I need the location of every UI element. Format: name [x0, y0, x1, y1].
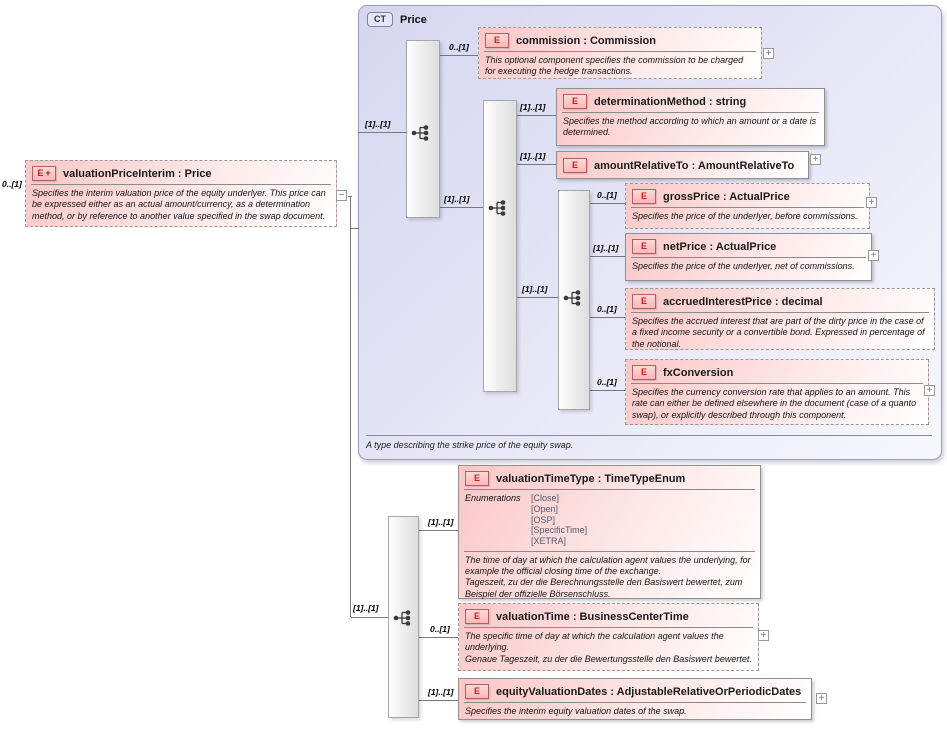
element-header — [459, 679, 811, 702]
element-description: Specifies the interim equity valuation dates of the swap. — [465, 706, 687, 716]
cardinality-label: [1]..[1] — [428, 517, 454, 527]
collapse-icon[interactable]: − — [336, 190, 347, 201]
connector-line — [588, 390, 625, 391]
element-title: valuationTime : BusinessCenterTime — [496, 610, 689, 623]
connector-line — [350, 196, 351, 617]
element-title: equityValuationDates : AdjustableRelativeOrPeriodicDates — [496, 685, 802, 698]
connector-line — [515, 115, 556, 116]
cardinality-label: [1]..[1] — [365, 119, 391, 129]
enum-value: [Open] — [531, 503, 559, 514]
enumerations-section — [459, 490, 760, 551]
element-badge: E — [563, 94, 587, 109]
element-description — [459, 628, 758, 669]
sequence-icon — [392, 609, 416, 627]
sequence-indicator[interactable] — [483, 100, 517, 392]
enum-value: [XETRA] — [531, 536, 567, 547]
connector-line — [417, 700, 458, 701]
element-box-amountRelativeTo[interactable] — [556, 151, 809, 179]
cardinality-label: [1]..[1] — [428, 687, 454, 697]
element-header — [26, 161, 336, 184]
element-box-valuationTime[interactable] — [458, 603, 759, 671]
cardinality-label: [1]..[1] — [522, 284, 548, 294]
connector-line — [358, 132, 406, 133]
element-box-determinationMethod[interactable] — [556, 88, 825, 146]
element-box-commission[interactable] — [478, 27, 762, 79]
description-de: Tageszeit, zu der die Berechnungsstelle den Basiswert bewertet, zum Beispiel der offizielle Börsenschluss. — [465, 577, 743, 599]
element-description: This optional component specifies the commission to be charged for executing the hedge transactions. — [485, 55, 744, 77]
enumerations-label: Enumerations — [465, 493, 521, 503]
plus-icon: + — [45, 168, 51, 178]
connector-line — [351, 228, 359, 229]
cardinality-label: [1]..[1] — [520, 151, 546, 161]
element-badge: E — [632, 365, 656, 380]
element-box-netPrice[interactable] — [625, 233, 872, 281]
element-title: netPrice : ActualPrice — [663, 240, 777, 253]
cardinality-label: [1]..[1] — [444, 194, 470, 204]
enum-value: [SpecificTime] — [531, 525, 588, 536]
element-badge: E — [465, 684, 489, 699]
element-header — [626, 289, 934, 312]
element-badge: E — [632, 239, 656, 254]
element-box-valuationPriceInterim[interactable] — [25, 160, 337, 227]
element-header — [626, 360, 928, 383]
element-badge: E — [485, 33, 509, 48]
element-description: Specifies the method according to which an amount or a date is determined. — [563, 116, 817, 138]
sequence-icon — [410, 124, 434, 142]
element-description: Specifies the accrued interest that are part of the dirty price in the case of a fixed income security or a convertible bond. Expressed in percentage of the notional. — [632, 316, 925, 349]
element-description: Specifies the interim valuation price of the equity underlyer. This price can be expressed either as an actual amount/currency, as a determination method, or by reference to another value specified in the swap document. — [32, 188, 326, 221]
sequence-indicator[interactable] — [558, 190, 590, 410]
complex-type-header — [359, 6, 941, 27]
cardinality-label: 0..[1] — [430, 624, 450, 634]
cardinality-label: 0..[1] — [449, 42, 469, 52]
expand-icon[interactable]: + — [868, 250, 879, 261]
element-description: Specifies the price of the underlyer, before commissions. — [632, 211, 858, 221]
element-title: amountRelativeTo : AmountRelativeTo — [594, 159, 795, 172]
element-header — [557, 89, 824, 112]
connector-line — [588, 317, 625, 318]
sequence-indicator[interactable] — [388, 516, 419, 718]
badge-letter: E — [37, 168, 44, 178]
element-description — [459, 552, 760, 604]
connector-line — [515, 297, 558, 298]
connector-line — [588, 203, 625, 204]
cardinality-label: [1]..[1] — [593, 243, 619, 253]
element-header — [479, 28, 761, 51]
connector-line — [351, 617, 388, 618]
connector-line — [438, 55, 478, 56]
element-title: grossPrice : ActualPrice — [663, 190, 790, 203]
description-en: The time of day at which the calculation agent values the underlying, for example the official closing time of the exchange. — [465, 554, 751, 577]
element-box-fxConversion[interactable] — [625, 359, 929, 425]
enum-value: [OSP] — [531, 514, 556, 525]
element-badge: E — [632, 189, 656, 204]
description-en: The specific time of day at which the calculation agent values the underlying. — [465, 631, 724, 653]
connector-line — [588, 256, 625, 257]
enum-value: [Close] — [531, 493, 560, 503]
element-box-accruedInterestPrice[interactable] — [625, 288, 935, 350]
cardinality-label: 0..[1] — [2, 179, 22, 189]
complex-type-annotation: A type describing the strike price of the equity swap. — [366, 440, 574, 450]
connector-line — [515, 164, 556, 165]
connector-line — [417, 637, 458, 638]
cardinality-label: [1]..[1] — [520, 102, 546, 112]
complex-type-title: Price — [400, 13, 427, 26]
element-title: valuationTimeType : TimeTypeEnum — [496, 472, 686, 485]
element-badge — [32, 166, 56, 181]
cardinality-label: 0..[1] — [597, 190, 617, 200]
element-header — [459, 604, 758, 627]
element-header — [626, 184, 869, 207]
element-description: Specifies the currency conversion rate that applies to an amount. This rate can either be defined elsewhere in the document (case of a quanto swap), or explicitly described through this component. — [632, 387, 917, 420]
cardinality-label: 0..[1] — [597, 304, 617, 314]
element-badge: E — [465, 609, 489, 624]
expand-icon[interactable]: + — [866, 197, 877, 208]
expand-icon[interactable]: + — [816, 693, 827, 704]
expand-icon[interactable]: + — [810, 154, 821, 165]
sequence-indicator[interactable] — [406, 40, 440, 218]
complex-type-badge: CT — [367, 12, 393, 27]
element-badge: E — [465, 471, 489, 486]
expand-icon[interactable]: + — [924, 385, 935, 396]
element-title: determinationMethod : string — [594, 95, 747, 108]
element-badge: E — [563, 158, 587, 173]
sequence-icon — [562, 289, 586, 307]
element-badge: E — [632, 294, 656, 309]
element-description: Specifies the price of the underlyer, net of commissions. — [632, 261, 855, 271]
element-header — [557, 152, 808, 176]
element-title: commission : Commission — [516, 34, 656, 47]
sequence-icon — [487, 199, 511, 217]
connector-line — [438, 207, 483, 208]
connector-line — [417, 530, 458, 531]
expand-icon[interactable]: + — [758, 630, 769, 641]
element-header — [626, 234, 871, 257]
element-header — [459, 466, 760, 489]
cardinality-label: 0..[1] — [597, 377, 617, 387]
element-box-equityValuationDates[interactable] — [458, 678, 812, 720]
element-title: fxConversion — [663, 366, 734, 379]
element-title: valuationPriceInterim : Price — [63, 167, 212, 180]
element-box-valuationTimeType[interactable] — [458, 465, 761, 599]
enumeration-values — [531, 493, 587, 547]
description-de: Genaue Tageszeit, zu der die Bewertungsstelle den Basiswert bewertet. — [465, 653, 752, 664]
element-box-grossPrice[interactable] — [625, 183, 870, 229]
element-title: accruedInterestPrice : decimal — [663, 295, 823, 308]
cardinality-label: [1]..[1] — [353, 603, 379, 613]
divider — [366, 435, 932, 436]
expand-icon[interactable]: + — [763, 48, 774, 59]
